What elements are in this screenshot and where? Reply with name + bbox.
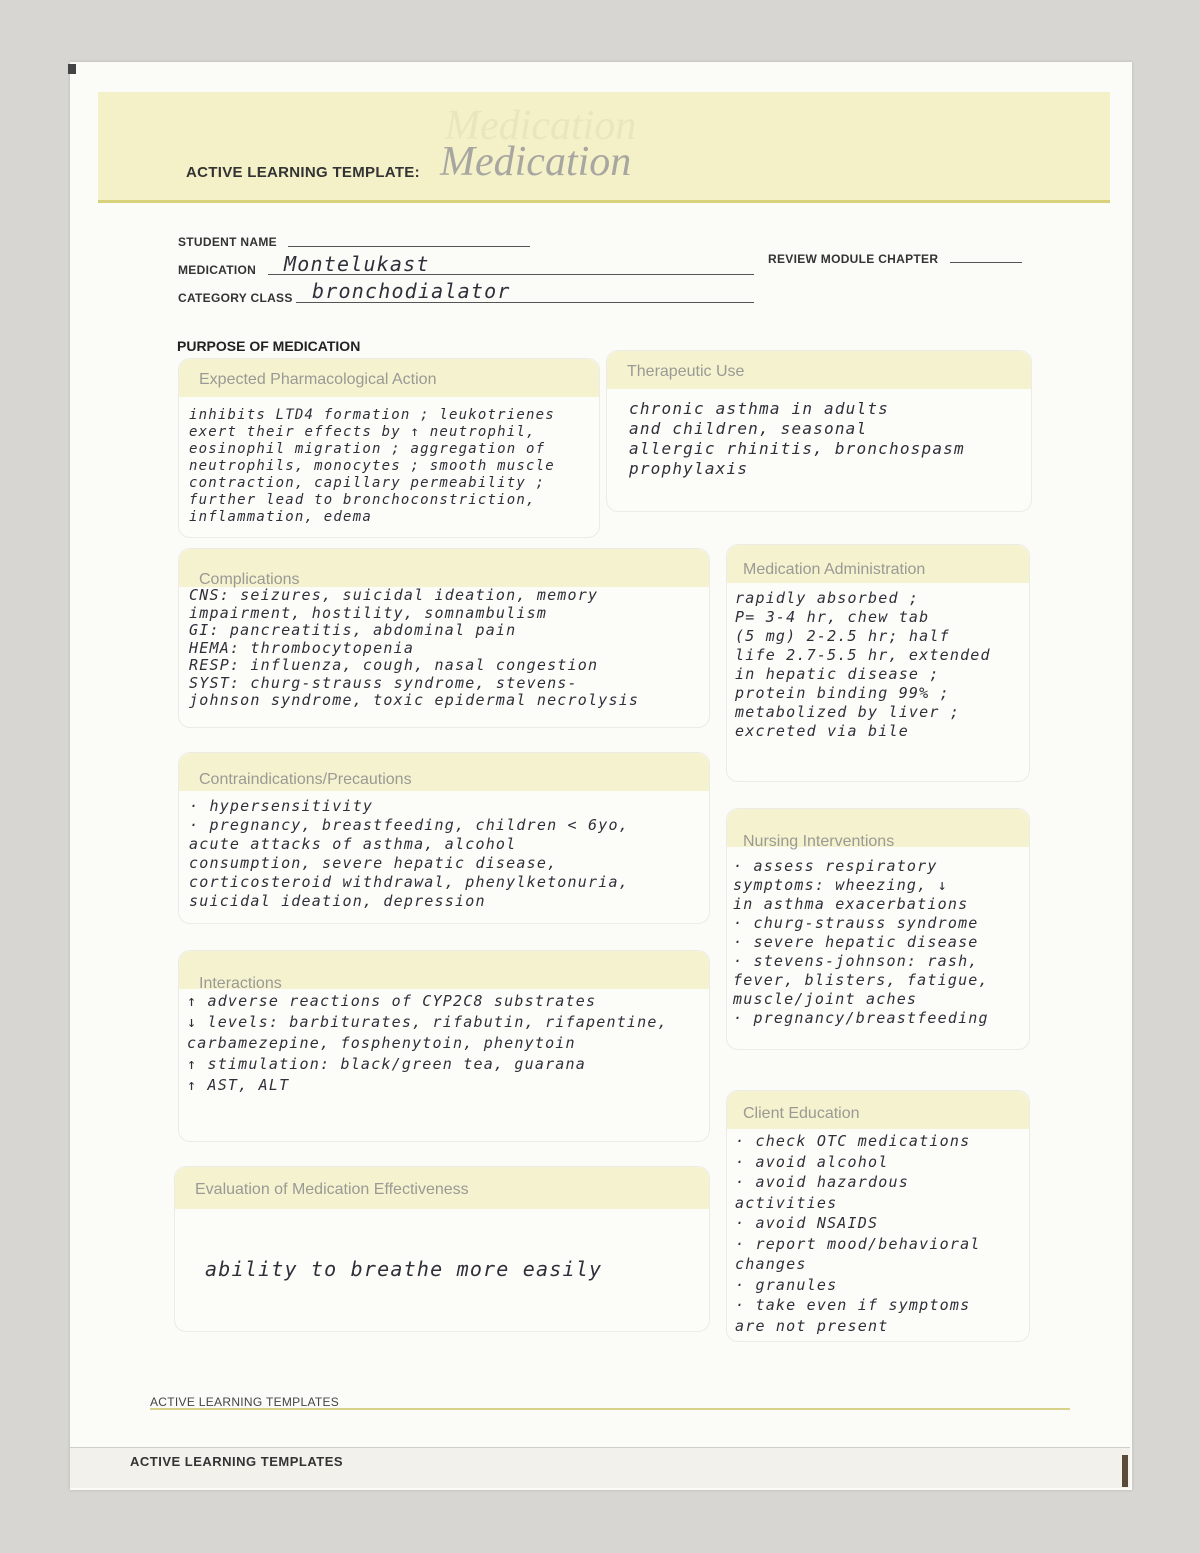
review-module-line	[950, 262, 1022, 263]
category-value[interactable]: bronchodialator	[312, 279, 511, 303]
underlying-page-strip	[70, 1447, 1130, 1488]
purpose-heading: PURPOSE OF MEDICATION	[177, 338, 361, 354]
med-admin-box	[726, 544, 1030, 782]
pharm-action-box	[178, 358, 600, 538]
footer-rule	[150, 1408, 1070, 1410]
therapeutic-use-text[interactable]: chronic asthma in adults and children, seasonal allergic rhinitis, bronchospasm prophylaxis	[629, 399, 965, 478]
contraindications-title: Contraindications/Precautions	[199, 771, 412, 788]
student-name-label: STUDENT NAME	[178, 235, 277, 249]
client-education-box	[726, 1090, 1030, 1342]
review-module-label: REVIEW MODULE CHAPTER	[768, 252, 939, 266]
therapeutic-use-box	[606, 350, 1032, 512]
interactions-box	[178, 950, 710, 1142]
interactions-text[interactable]: ↑ adverse reactions of CYP2C8 substrates ↓ levels: barbiturates, rifabutin, rifapentine, carbamezepine, fosphenytoin, phenytoin ↑ stimulation: black/green tea, guarana ↑ AST, ALT	[187, 992, 668, 1094]
med-admin-text[interactable]: rapidly absorbed ; P= 3-4 hr, chew tab (5 mg) 2-2.5 hr; half life 2.7-5.5 hr, extended in hepatic disease ; protein binding 99% ; metabolized by liver ; excreted via bile	[735, 589, 991, 740]
medication-label: MEDICATION	[178, 263, 257, 277]
contraindications-text[interactable]: · hypersensitivity · pregnancy, breastfeeding, children < 6yo, acute attacks of asthma, alcohol consumption, severe hepatic disease, corticosteroid withdrawal, phenylketonuria, suicidal ideation, depression	[189, 797, 629, 910]
evaluation-title: Evaluation of Medication Effectiveness	[195, 1181, 469, 1198]
evaluation-box	[174, 1166, 710, 1332]
client-education-title: Client Education	[743, 1105, 860, 1122]
nursing-box	[726, 808, 1030, 1050]
underlying-page-label: ACTIVE LEARNING TEMPLATES	[130, 1454, 344, 1469]
evaluation-text[interactable]: ability to breathe more easily	[205, 1257, 603, 1281]
nursing-text[interactable]: · assess respiratory symptoms: wheezing, ↓ in asthma exacerbations · churg-strauss syndrome · severe hepatic disease · stevens-johnson: rash, fever, blisters, fatigue, muscle/joint aches · pregnancy/breastfeeding	[733, 857, 989, 1027]
template-label: ACTIVE LEARNING TEMPLATE:	[186, 164, 420, 181]
nursing-title: Nursing Interventions	[743, 833, 895, 850]
contraindications-box	[178, 752, 710, 924]
med-admin-title: Medication Administration	[743, 561, 926, 578]
interactions-title: Interactions	[199, 975, 282, 992]
ghost-title: Medication	[445, 103, 637, 149]
template-title: Medication	[440, 139, 632, 185]
complications-box	[178, 548, 710, 728]
pharm-action-text[interactable]: inhibits LTD4 formation ; leukotrienes exert their effects by ↑ neutrophil, eosinophil migration ; aggregation of neutrophils, monocytes ; smooth muscle contraction, capillary permeability ; further lead to bronchoconstriction, inflammation, edema	[189, 407, 555, 525]
student-name-line	[288, 246, 530, 247]
footer-label: ACTIVE LEARNING TEMPLATES	[150, 1395, 340, 1409]
client-education-text[interactable]: · check OTC medications · avoid alcohol · avoid hazardous activities · avoid NSAIDS · report mood/behavioral changes · granules · take even if symptoms are not present	[735, 1132, 981, 1335]
therapeutic-use-title: Therapeutic Use	[627, 363, 745, 380]
complications-text[interactable]: CNS: seizures, suicidal ideation, memory impairment, hostility, somnambulism GI: pancreatitis, abdominal pain HEMA: thrombocytopenia RESP: influenza, cough, nasal congestion SYST: churg-strauss syndrome, stevens- johnson syndrome, toxic epidermal necrolysis	[189, 586, 640, 709]
category-label: CATEGORY CLASS	[178, 291, 293, 305]
pharm-action-title: Expected Pharmacological Action	[199, 371, 437, 388]
binder-mark	[68, 64, 76, 74]
medication-value[interactable]: Montelukast	[284, 252, 430, 276]
complications-title: Complications	[199, 571, 300, 588]
page-edge-mark	[1122, 1455, 1128, 1487]
